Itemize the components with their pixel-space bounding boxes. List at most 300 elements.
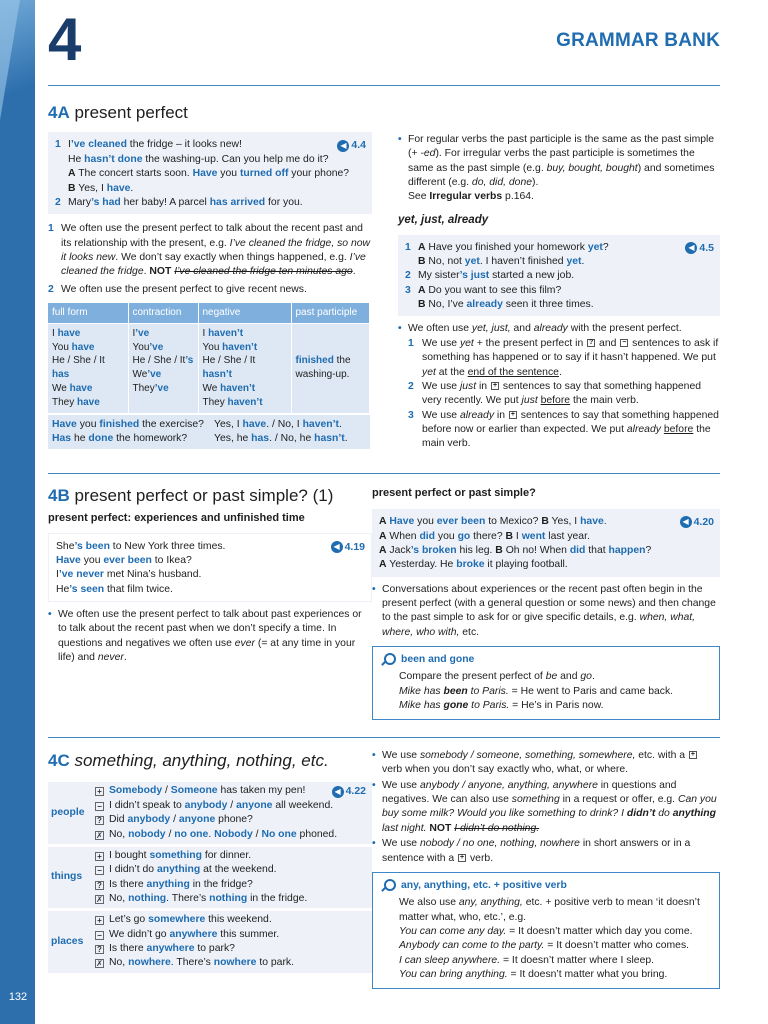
- text-run: broke: [456, 559, 485, 571]
- col-header: negative: [198, 303, 291, 323]
- text-run: ’s had: [91, 196, 121, 208]
- text-run: = It doesn’t matter what you bring.: [507, 969, 668, 981]
- text-run: go: [457, 530, 471, 542]
- audio-track-4-4[interactable]: ◀ 4.4: [337, 138, 366, 152]
- rule-item: 1 We use yet + the present perfect in ? and − sentences to ask if something has happened or to say if it hasn’t happened. We put yet at the end of the sentence.: [408, 337, 719, 378]
- example-line: 3 A Do you want to see this film?: [405, 284, 562, 296]
- text-run: We use: [382, 838, 420, 850]
- text-run: etc. + positive verb to mean ‘it doesn’t matter what, who, etc.’, e.g.: [399, 897, 700, 923]
- symbol-box: ?: [95, 816, 104, 825]
- table-line: [203, 354, 287, 382]
- text-line: [379, 515, 714, 529]
- text-run: in: [476, 380, 490, 392]
- question-row: [52, 432, 366, 446]
- text-run: We also use: [399, 897, 459, 909]
- text-run: last night.: [382, 822, 427, 834]
- text-run: all weekend.: [272, 799, 334, 811]
- text-run: /: [170, 814, 179, 826]
- text-line: [399, 968, 711, 982]
- text-run: phoned.: [296, 828, 338, 840]
- table-line: [203, 341, 287, 355]
- text-run: somewhere: [148, 914, 206, 926]
- example-line: [55, 182, 366, 196]
- text-run: A: [379, 544, 387, 556]
- example-line: 1 I’ve cleaned the fridge – it looks new!: [55, 139, 242, 151]
- text-run: We use: [422, 409, 460, 421]
- text-run: done: [88, 432, 114, 444]
- text-run: You can bring anything.: [399, 969, 508, 981]
- table-line: [52, 354, 124, 382]
- section-title: present perfect: [74, 103, 188, 122]
- example-line: [95, 892, 368, 906]
- text-run: B: [418, 256, 426, 268]
- text-run: /: [252, 828, 262, 840]
- page-number: 132: [8, 991, 28, 1003]
- text-run: the exercise?: [139, 418, 204, 430]
- symbol-box: +: [95, 787, 104, 796]
- example-box-4b-right: [372, 509, 720, 576]
- participle-cell: finished the washing-up.: [291, 323, 370, 412]
- text-run: ?: [602, 241, 609, 253]
- speaker-icon: ◀: [331, 541, 343, 553]
- text-line: [399, 939, 711, 953]
- yja-bullet: • We often use yet, just, and already with the present perfect.: [398, 323, 682, 335]
- text-run: . There’s: [170, 957, 214, 969]
- text-run: the homework?: [113, 432, 188, 444]
- text-run: to New York three times.: [109, 540, 226, 552]
- text-run: He / She / It: [52, 355, 105, 367]
- text-run: You: [132, 341, 150, 353]
- text-run: We: [202, 383, 221, 395]
- text-run: Someone: [170, 785, 218, 797]
- tip-box-been-gone: been and gone Compare the present perfect of be and go. Mike has been to Paris. = He went to Paris and came back. Mike has gone to Paris. = He’s in Paris now.: [372, 646, 720, 720]
- text-run: yet: [464, 256, 480, 268]
- text-run: in the fridge?: [189, 878, 253, 890]
- text-run: -ed: [420, 148, 436, 160]
- text-run: You: [52, 341, 72, 353]
- text-run: has taken my pen!: [217, 785, 306, 797]
- text-run: I: [202, 327, 209, 339]
- text-run: do, did, done: [471, 177, 533, 189]
- text-run: +: [690, 751, 695, 759]
- text-run: go: [580, 671, 592, 683]
- text-run: Let’s go: [109, 914, 149, 926]
- pp-or-ps-subheading: present perfect or past simple?: [372, 487, 536, 499]
- text-line: [379, 558, 714, 572]
- text-run: already: [533, 323, 568, 335]
- text-run: in: [494, 409, 508, 421]
- text-run: hasn’t: [202, 369, 232, 381]
- text-run: I’ve cleaned the fridge, so now it looks new: [61, 237, 371, 263]
- text-run: No one: [261, 828, 297, 840]
- text-run: Is there: [109, 943, 147, 955]
- symbol-box: −: [95, 802, 104, 811]
- text-run: Have: [192, 168, 218, 180]
- text-run: ’s: [185, 355, 194, 367]
- text-run: We use: [422, 380, 460, 392]
- text-run: Mike has: [399, 685, 444, 697]
- text-run: ’ve cleaned: [70, 139, 127, 151]
- pp-ps-bullet: • Conversations about experiences or the recent past often begin in the present perfect (with a general question or some news) and then change to the past simple to ask for or give specific details, e.g. when, what, where, who with, etc.: [372, 583, 716, 638]
- text-run: .: [581, 256, 585, 268]
- section-4c-right: [372, 749, 720, 989]
- text-run: Anybody can come to the party.: [399, 940, 545, 952]
- text-run: We often use: [408, 323, 472, 335]
- table-line: [133, 368, 194, 382]
- rules-4a: [48, 222, 372, 297]
- table-line: [52, 396, 124, 410]
- text-run: anyone: [178, 814, 216, 826]
- group-places: [48, 911, 372, 972]
- text-run: have: [77, 396, 100, 408]
- section-4b-subheading: present perfect: experiences and unfinished time: [48, 512, 305, 525]
- text-run: He / She / It: [202, 355, 256, 367]
- text-run: anything: [156, 864, 201, 876]
- group-label: places: [48, 911, 91, 972]
- text-run: buy, bought, bought: [546, 162, 638, 174]
- text-run: nowhere: [128, 957, 171, 969]
- text-run: started a new job.: [489, 270, 575, 282]
- text-line: [56, 568, 365, 582]
- text-run: you: [76, 418, 100, 430]
- text-line: [399, 954, 711, 968]
- text-run: .: [208, 828, 215, 840]
- text-run: He: [56, 583, 70, 595]
- text-run: I didn’t do: [109, 864, 157, 876]
- text-run: something: [149, 849, 202, 861]
- text-run: .: [143, 266, 150, 278]
- text-run: has: [251, 432, 270, 444]
- text-run: ever been: [103, 554, 152, 566]
- text-run: phone?: [215, 814, 253, 826]
- example-line: [95, 878, 368, 892]
- text-run: never: [97, 652, 124, 664]
- text-run: Yes, he: [214, 432, 252, 444]
- speaker-icon: ◀: [685, 242, 697, 254]
- text-run: See: [408, 191, 430, 203]
- text-run: ’s broken: [410, 544, 457, 556]
- table-line: [52, 327, 124, 341]
- text-run: that: [585, 544, 609, 556]
- text-run: and: [510, 323, 534, 335]
- example-box-yja: [398, 235, 720, 317]
- text-run: happen: [608, 544, 646, 556]
- text-run: My sister: [418, 270, 460, 282]
- text-run: just: [459, 380, 477, 392]
- text-run: haven’t: [220, 383, 256, 395]
- indefinite-pronoun-table: [48, 782, 372, 972]
- example-line: [95, 799, 368, 813]
- section-4b-right: [372, 486, 720, 720]
- text-run: there?: [470, 530, 506, 542]
- table-line: [203, 327, 287, 341]
- text-run: and: [596, 337, 620, 349]
- text-line: [56, 540, 365, 554]
- magnifier-icon: [381, 653, 395, 667]
- text-run: yet: [422, 366, 436, 378]
- text-run: B: [418, 299, 426, 311]
- text-run: Nobody: [214, 828, 253, 840]
- text-run: Did: [109, 814, 128, 826]
- text-run: We didn’t go: [109, 928, 170, 940]
- text-run: sentences to ask if something has happened or to say if it hasn’t happened. We put: [422, 337, 719, 364]
- contraction-cell: [128, 323, 198, 412]
- text-run: He / She / It: [132, 355, 186, 367]
- text-run: didn’t: [626, 808, 656, 820]
- example-box-4a: [48, 132, 372, 214]
- text-run: to Mexico?: [485, 516, 542, 528]
- text-run: + the present perfect in: [473, 337, 587, 349]
- text-run: ever: [234, 637, 255, 649]
- bullet-item: • We use somebody / someone, something, somewhere, etc. with a + verb when you don’t say exactly who, what, or where.: [372, 750, 695, 776]
- text-run: = It doesn’t matter which day you come.: [506, 925, 693, 937]
- group-things: [48, 847, 372, 908]
- table-line: [52, 341, 124, 355]
- text-run: A: [379, 516, 387, 528]
- text-run: B: [505, 530, 514, 542]
- text-run: the main verb.: [570, 395, 639, 407]
- text-run: nowhere: [213, 957, 257, 969]
- text-run: haven’t: [208, 327, 244, 339]
- text-run: have: [580, 516, 604, 528]
- text-run: anyone: [236, 799, 273, 811]
- rule-item: 2 We often use the present perfect to give recent news.: [48, 283, 307, 295]
- text-run: in a request or offer, e.g.: [559, 794, 678, 806]
- text-run: the main verb.: [422, 423, 711, 450]
- text-run: to Ikea?: [151, 554, 192, 566]
- group-label: things: [48, 847, 91, 908]
- text-run: anything: [672, 808, 716, 820]
- text-run: you: [217, 168, 240, 180]
- text-run: met Nina’s husband.: [103, 569, 202, 581]
- text-run: (= at any time in your life) and: [58, 637, 356, 664]
- text-run: Has: [52, 432, 72, 444]
- text-run: I: [68, 139, 71, 151]
- text-run: +: [510, 410, 515, 418]
- text-run: to Paris.: [468, 700, 510, 712]
- text-run: +: [492, 382, 498, 390]
- text-run: went: [521, 530, 546, 542]
- text-run: A: [379, 559, 387, 571]
- text-run: just: [521, 395, 538, 407]
- text-run: p.164.: [502, 191, 534, 203]
- text-run: Compare the present perfect of: [399, 671, 546, 683]
- text-run: ’ve: [154, 383, 169, 395]
- text-run: .: [344, 432, 348, 444]
- example-line: 1 A Have you finished your homework yet?: [405, 241, 609, 253]
- section-4a-heading: [48, 101, 372, 124]
- symbol-box: ?: [95, 945, 104, 954]
- text-run: . I haven’t finished: [479, 256, 567, 268]
- left-sidebar-bar: [0, 0, 35, 1024]
- text-line: [399, 896, 711, 925]
- text-run: yet: [566, 256, 582, 268]
- text-run: etc.: [459, 626, 480, 638]
- text-run: hasn’t done: [84, 153, 143, 165]
- text-line: [56, 583, 365, 597]
- page-title: GRAMMAR BANK: [556, 30, 720, 51]
- text-run: have: [242, 418, 267, 430]
- group-label: people: [48, 782, 91, 843]
- section-4b-left: [48, 484, 372, 666]
- text-run: = He went to Paris and came back.: [508, 685, 674, 697]
- text-run: For regular verbs the past participle is the same as the past simple (+: [408, 134, 715, 160]
- text-run: . There’s: [166, 892, 210, 904]
- text-run: NOT: [149, 266, 172, 278]
- text-run: .: [123, 652, 127, 664]
- example-line: [55, 153, 366, 167]
- text-run: your phone?: [288, 168, 350, 180]
- text-line: [399, 685, 711, 699]
- text-run: nothing: [209, 892, 248, 904]
- example-line: [95, 956, 368, 970]
- col-header: full form: [48, 303, 128, 323]
- example-line: [55, 167, 366, 181]
- text-line: [56, 554, 365, 568]
- text-run: Have: [56, 554, 81, 566]
- text-run: I can sleep anywhere.: [399, 954, 501, 966]
- text-line: [399, 925, 711, 939]
- example-line: [95, 849, 368, 863]
- text-run: ’ve: [147, 369, 162, 381]
- text-run: with the present perfect.: [567, 323, 682, 335]
- speaker-icon: ◀: [332, 786, 344, 798]
- table-line: [203, 382, 287, 396]
- text-run: already: [466, 299, 503, 311]
- text-run: = He’s in Paris now.: [509, 700, 604, 712]
- text-run: his leg.: [456, 544, 496, 556]
- text-run: the fridge – it looks new!: [126, 139, 242, 151]
- text-run: I: [52, 327, 58, 339]
- table-line: [133, 341, 194, 355]
- text-run: Mike has: [399, 700, 444, 712]
- text-run: NOT: [429, 822, 452, 834]
- example-line: [95, 913, 368, 927]
- text-run: already: [459, 409, 495, 421]
- text-run: .: [558, 366, 562, 378]
- yja-subheading: yet, just, already: [398, 213, 489, 226]
- text-run: . / No, he: [269, 432, 315, 444]
- rule-item: 2 We use just in + sentences to say that something happened very recently. We put just before the main verb.: [408, 380, 702, 407]
- text-run: verb.: [467, 852, 494, 864]
- text-run: We use: [422, 337, 460, 349]
- text-run: no one: [174, 828, 209, 840]
- text-run: the washing-up. Can you help me do it?: [142, 153, 329, 165]
- magnifier-icon: [381, 879, 395, 893]
- text-run: No,: [109, 828, 129, 840]
- text-run: They: [52, 396, 78, 408]
- text-run: to Paris.: [467, 685, 509, 697]
- text-run: be: [545, 671, 558, 683]
- audio-track-4-5[interactable]: ◀ 4.5: [685, 241, 714, 255]
- audio-track-4-19[interactable]: ◀ 4.19: [331, 540, 365, 554]
- full-form-cell: [48, 323, 128, 412]
- example-line: [95, 828, 368, 842]
- question-row: [52, 418, 366, 432]
- audio-track-4-20[interactable]: ◀ 4.20: [680, 515, 714, 529]
- section-4c-bullets: [372, 749, 720, 866]
- symbol-box: ?: [95, 881, 104, 890]
- text-run: he: [71, 432, 89, 444]
- example-line: [95, 784, 368, 798]
- text-run: . / No, I: [266, 418, 303, 430]
- text-run: ?: [589, 339, 594, 347]
- text-run: We use: [382, 779, 420, 791]
- text-run: ’s been: [74, 540, 110, 552]
- text-run: B: [68, 182, 76, 194]
- text-run: I: [621, 808, 627, 820]
- text-run: when, what, where, who with,: [382, 612, 696, 638]
- text-run: have: [57, 327, 81, 339]
- section-4c-left: [48, 749, 372, 976]
- group-people: [48, 782, 372, 843]
- text-run: When: [386, 530, 420, 542]
- text-run: have: [71, 341, 95, 353]
- text-run: I: [513, 530, 522, 542]
- text-run: before: [663, 423, 694, 435]
- tip-box-any-positive: any, anything, etc. + positive verb We also use any, anything, etc. + positive verb to mean ‘it doesn’t matter what, who, etc.’, e.g. You can come any day. = It doesn’t matter which day you come. Anybody can come to the party. = It doesn’t matter who comes. I can sleep anywhere. = It doesn’t matter where I sleep. You can bring anything. = It doesn’t matter what you bring.: [372, 872, 720, 990]
- symbol-box: −: [95, 866, 104, 875]
- text-run: B: [495, 544, 503, 556]
- text-run: ). For irregular verbs the past participle is sometimes the same as the past simple (e.g.: [408, 148, 695, 174]
- text-run: has: [52, 369, 70, 381]
- text-run: I: [132, 327, 136, 339]
- text-run: to park?: [194, 943, 235, 955]
- text-run: −: [622, 339, 627, 347]
- unit-number: 4: [48, 6, 82, 73]
- text-run: Yes, I: [214, 418, 243, 430]
- text-run: ).: [532, 177, 539, 189]
- audio-track-4-22[interactable]: ◀ 4.22: [332, 784, 366, 798]
- text-run: Have you finished your homework: [425, 241, 588, 253]
- text-run: No,: [109, 892, 129, 904]
- text-run: ’s seen: [69, 583, 105, 595]
- text-run: No,: [109, 957, 129, 969]
- section-4c-heading: 4C something, anything, nothing, etc.: [48, 751, 329, 770]
- text-run: any, anything,: [458, 897, 523, 909]
- text-run: end of the sentence: [467, 366, 559, 378]
- text-run: .: [591, 671, 595, 683]
- text-run: ’ve: [135, 327, 150, 339]
- text-run: No, not: [425, 256, 465, 268]
- section-4a-left: [48, 101, 372, 449]
- text-run: I’ve cleaned the fridge ten minutes ago: [174, 266, 353, 278]
- example-line: 2 My sister’s just started a new job.: [405, 270, 575, 282]
- text-run: The concert starts soon.: [75, 168, 193, 180]
- section-code: 4A: [48, 103, 70, 122]
- table-line: [203, 396, 287, 410]
- symbol-box: −: [95, 931, 104, 940]
- text-run: Conversations about experiences or the recent past often begin in the present perfect (with a general question or some news) and then change to the past simple to ask for or give specific details, e.g.: [382, 583, 716, 624]
- example-line: [95, 942, 368, 956]
- text-run: at the: [435, 366, 468, 378]
- text-run: You can come any day.: [399, 925, 507, 937]
- text-run: Is there: [109, 878, 147, 890]
- text-run: We often use the present perfect to give recent news.: [61, 283, 307, 295]
- text-run: .: [603, 516, 607, 528]
- text-run: haven’t: [227, 396, 263, 408]
- text-run: He: [68, 153, 85, 165]
- text-run: I didn’t speak to: [109, 799, 185, 811]
- section-divider: [48, 473, 720, 474]
- text-run: A: [379, 530, 387, 542]
- text-run: We use: [382, 750, 420, 761]
- text-run: do: [655, 808, 673, 820]
- text-run: did: [419, 530, 436, 542]
- text-run: in short answers or in a sentence with a: [382, 838, 691, 864]
- text-run: You: [202, 341, 223, 353]
- text-run: I didn’t do nothing.: [454, 822, 540, 834]
